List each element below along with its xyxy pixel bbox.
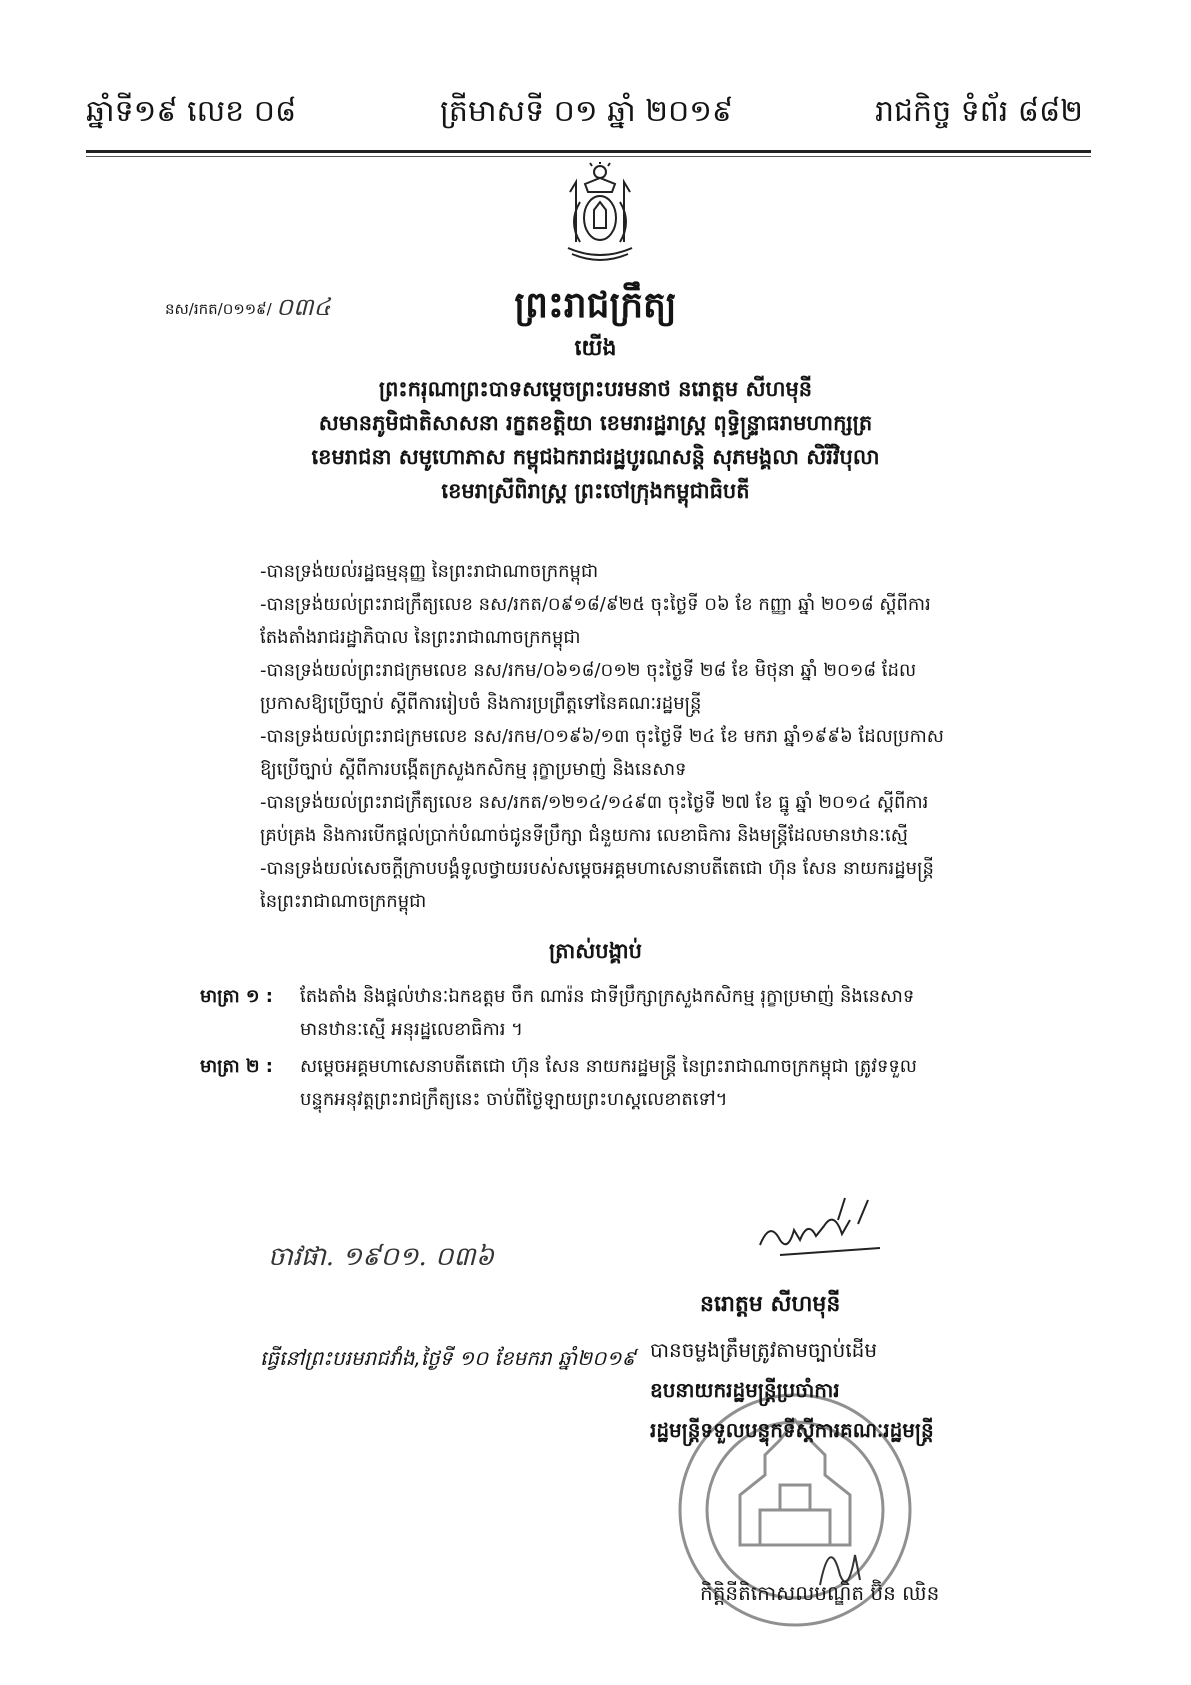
king-titles	[0, 372, 1191, 508]
king-title-line: ខេមរាស្រីពិរាស្ត្រ ព្រះចៅក្រុងកម្ពុជាធិបតី	[441, 479, 750, 503]
decree-reference-number: នស/រកត/០១១៩/	[165, 300, 272, 318]
recital-line: គ្រប់គ្រង និងការបើកផ្តល់ប្រាក់បំណាច់ជូនទីប្រឹក្សា ជំនួយការ លេខាធិការ និងមន្ត្រីដែលមានឋានៈស្មើ	[260, 825, 908, 846]
header-quarter: ត្រីមាសទី ០១ ឆ្នាំ ២០១៩	[440, 94, 734, 129]
decree-we: យើង	[574, 336, 617, 361]
place-and-date: ធ្វើនៅព្រះបរមរាជវាំង,ថ្ងៃទី ១០ ខែមករា ឆ្នាំ២០១៩	[260, 1346, 636, 1370]
article-1-line: តែងតាំង និងផ្តល់ឋានៈឯកឧត្តម ចឹក ណារ៉ន ជាទីប្រឹក្សាក្រសួងកសិកម្ម រុក្ខាប្រមាញ់ និងនេសាទ	[300, 986, 915, 1007]
royal-signature-icon	[750, 1190, 890, 1260]
handwritten-registration-number: ចាវផា. ១៩០១. ០៣៦	[268, 1242, 495, 1272]
article-2	[200, 1050, 1020, 1116]
recital-line: -បានទ្រង់យល់ព្រះរាជក្រឹត្យលេខ នស/រកត/០៩១៨/៩២៥ ចុះថ្ងៃទី ០៦ ខែ កញ្ញា ឆ្នាំ ២០១៨ ស្តីពីការ	[260, 594, 931, 615]
recital-line: -បានទ្រង់យល់ព្រះរាជក្រមលេខ នស/រកម/០៦១៨/០១២ ចុះថ្ងៃទី ២៨ ខែ មិថុនា ឆ្នាំ ២០១៨ ដែល	[260, 660, 917, 681]
article-2-line: សម្តេចអគ្គមហាសេនាបតីតេជោ ហ៊ុន សែន នាយករដ្ឋមន្ត្រី នៃព្រះរាជាណាចក្រកម្ពុជា ត្រូវទទួល	[300, 1056, 917, 1077]
recital-line: -បានទ្រង់យល់ព្រះរាជក្រមលេខ នស/រកម/០១៩៦/១៣ ចុះថ្ងៃទី ២៤ ខែ មករា ឆ្នាំ១៩៩៦ ដែលប្រកាស	[260, 726, 944, 747]
certified-true-copy: បានចម្លងត្រឹមត្រូវតាមច្បាប់ដើម	[650, 1338, 878, 1362]
decides-heading: ត្រាស់បង្គាប់	[549, 939, 642, 963]
minister-council-title: រដ្ឋមន្ត្រីទទួលបន្ទុកទីស្តីការគណៈរដ្ឋមន្ត្រី	[650, 1418, 934, 1442]
recital-line: តែងតាំងរាជរដ្ឋាភិបាល នៃព្រះរាជាណាចក្រកម្ពុជា	[260, 627, 581, 648]
king-title-line: ខេមរាជនា សមូហោភាស កម្ពុជឯករាជរដ្ឋបូរណសន្តិ សុភមង្គលា សិរីវិបុលា	[311, 445, 880, 469]
header-rule-thin	[86, 156, 1091, 157]
recital-line: ឱ្យប្រើច្បាប់ ស្តីពីការបង្កើតក្រសួងកសិកម្ម រុក្ខាប្រមាញ់ និងនេសាទ	[260, 759, 687, 780]
recital-line: នៃព្រះរាជាណាចក្រកម្ពុជា	[260, 891, 427, 912]
decree-reference-handwritten: ០៣៤	[276, 293, 331, 321]
king-title-line: សមានភូមិជាតិសាសនា រក្ខតខត្តិយា ខេមរារដ្ឋរាស្ត្រ ពុទ្ធិន្ទ្រាធរាមហាក្សត្រ	[318, 411, 873, 435]
signer-name: នរោត្តម សីហមុនី	[700, 1292, 841, 1317]
recital-line: -បានទ្រង់យល់រដ្ឋធម្មនុញ្ញ នៃព្រះរាជាណាចក្រកម្ពុជា	[260, 561, 599, 582]
recital-line: -បានទ្រង់យល់សេចក្តីក្រាបបង្គំទូលថ្វាយរបស់សម្តេចអគ្គមហាសេនាបតីតេជោ ហ៊ុន សែន នាយករដ្ឋមន្ត្រី	[260, 858, 934, 879]
recitals	[260, 555, 1000, 918]
article-2-line: បន្ទុកអនុវត្តព្រះរាជក្រឹត្យនេះ ចាប់ពីថ្ងៃឡាយព្រះហស្តលេខាតទៅ។	[300, 1089, 728, 1110]
royal-coat-of-arms-icon	[550, 162, 650, 268]
header-gazette-page: រាជកិច្ច ទំព័រ ៨៨២	[874, 94, 1083, 129]
recital-line: -បានទ្រង់យល់ព្រះរាជក្រឹត្យលេខ នស/រកត/១២១៤/១៤៩៣ ចុះថ្ងៃទី ២៧ ខែ ធ្នូ ឆ្នាំ ២០១៤ ស្តីពីការ	[260, 792, 929, 813]
article-2-head: មាត្រា ២ :	[200, 1056, 273, 1077]
recital-line: ប្រកាសឱ្យប្រើច្បាប់ ស្តីពីការរៀបចំ និងការប្រព្រឹត្តទៅនៃគណៈរដ្ឋមន្ត្រី	[260, 693, 702, 714]
deputy-prime-minister-title: ឧបនាយករដ្ឋមន្ត្រីប្រចាំការ	[650, 1378, 840, 1402]
article-1-line: មានឋានៈស្មើ អនុរដ្ឋលេខាធិការ ។	[300, 1019, 524, 1040]
header-rule	[86, 150, 1091, 153]
king-title-line: ព្រះករុណាព្រះបាទសម្តេចព្រះបរមនាថ នរោត្តម សីហមុនី	[378, 377, 813, 401]
decree-title: ព្រះរាជក្រឹត្យ	[514, 285, 677, 326]
countersigner-name: កិត្តិនីតិកោសលបណ្ឌិត ប៊ិន ឈិន	[700, 1581, 940, 1605]
article-1-head: មាត្រា ១ :	[200, 986, 273, 1007]
header-year-issue: ឆ្នាំទី១៩ លេខ ០៨	[86, 94, 297, 129]
article-1	[200, 980, 1020, 1046]
